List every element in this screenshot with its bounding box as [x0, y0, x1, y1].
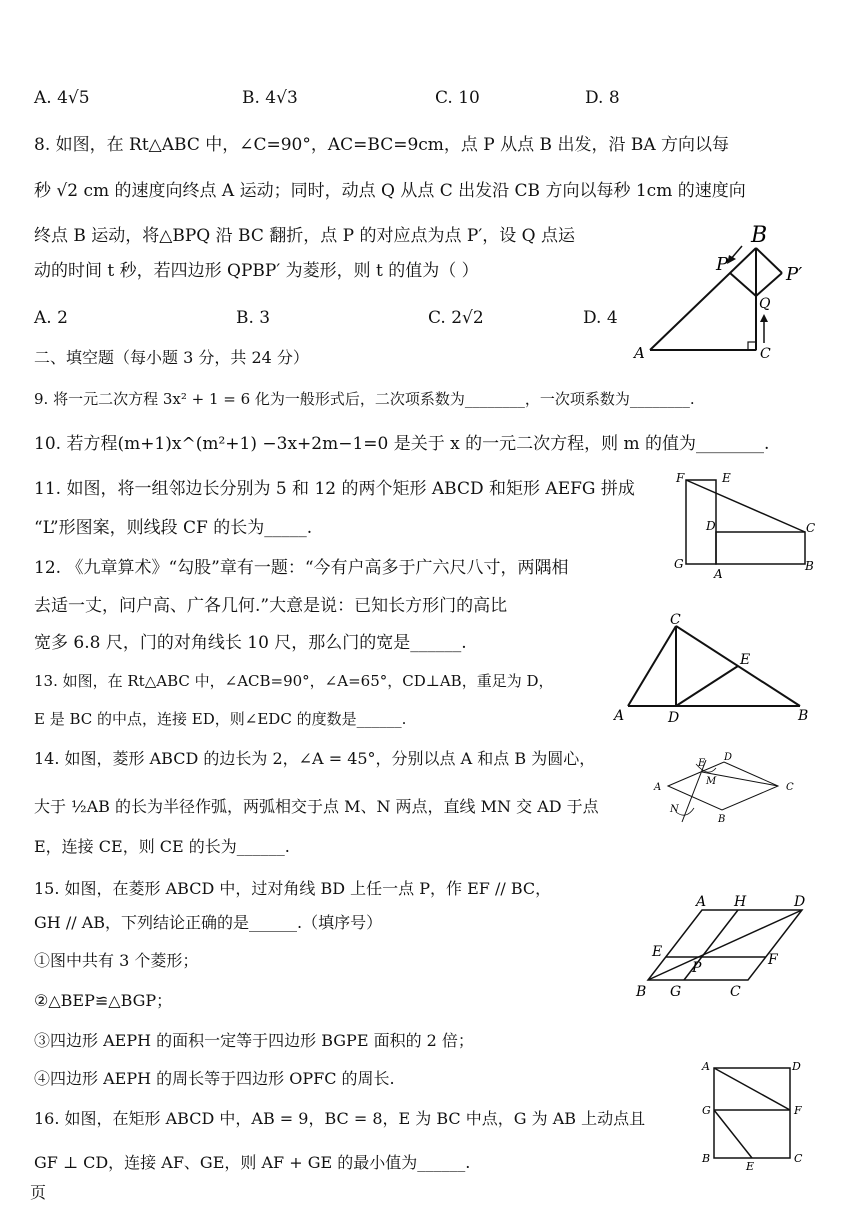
q12-line-3: 宽多 6.8 尺，门的对角线长 10 尺，那么门的宽是______.: [34, 633, 467, 653]
q8-line-1: 8. 如图，在 Rt△ABC 中，∠C=90°，AC=BC=9cm，点 P 从点 B 出发，沿 BA 方向以每: [34, 135, 730, 155]
q16-figure: [696, 1056, 811, 1174]
q8-label-p-prime: P′: [786, 264, 803, 285]
q15-item-1: ①图中共有 3 个菱形；: [34, 951, 199, 970]
q12-line-1: 12. 《九章算术》“勾股”章有一题：“今有户高多于广六尺八寸，两隅相: [34, 558, 569, 578]
q14-label-n: N: [670, 804, 679, 815]
q15-item-4: ④四边形 AEPH 的周长等于四边形 OPFC 的周长.: [34, 1069, 395, 1088]
q13-label-d: D: [668, 710, 680, 726]
q9: 9. 将一元二次方程 3x² + 1 = 6 化为一般形式后，二次项系数为________，一次项系数为________.: [34, 390, 695, 408]
q8-label-a: A: [634, 344, 645, 362]
q15-label-e: E: [652, 944, 663, 960]
q10: 10. 若方程(m+1)x^(m²+1) −3x+2m−1=0 是关于 x 的一元二次方程，则 m 的值为________.: [34, 434, 770, 454]
q15-label-c: C: [730, 984, 741, 1000]
q11-label-f: F: [676, 471, 685, 485]
q8-option-d: D. 4: [583, 308, 618, 328]
q13-label-a: A: [614, 708, 625, 724]
q7-option-c: C. 10: [435, 88, 480, 108]
q15-label-b: B: [636, 984, 647, 1000]
q15-label-d: D: [794, 894, 806, 910]
q16-line-2: GF ⊥ CD，连接 AF、GE，则 AF + GE 的最小值为______.: [34, 1153, 471, 1172]
q7-option-b: B. 4√3: [242, 88, 298, 108]
q8-label-b: B: [751, 223, 768, 248]
q8-option-c: C. 2√2: [428, 308, 484, 328]
q11-label-g: G: [674, 557, 684, 571]
q14-line-2: 大于 ½AB 的长为半径作弧，两弧相交于点 M、N 两点，直线 MN 交 AD 于点: [34, 797, 599, 816]
q15-figure: [630, 890, 815, 1002]
q13-figure: [608, 612, 813, 727]
q15-item-2: ②△BEP≌△BGP；: [34, 991, 173, 1010]
q16-label-g: G: [702, 1104, 711, 1117]
q11-label-a: A: [714, 567, 723, 580]
q15-item-3: ③四边形 AEPH 的面积一定等于四边形 BGPE 面积的 2 倍；: [34, 1031, 474, 1050]
q14-label-e: E: [698, 758, 706, 769]
q12-line-2: 去适一丈，问户高、广各几何.”大意是说：已知长方形门的高比: [34, 596, 508, 616]
q14-label-c: C: [786, 782, 794, 793]
q16-label-a: A: [702, 1060, 710, 1073]
q16-label-d: D: [792, 1060, 801, 1073]
q16-label-f: F: [794, 1104, 802, 1117]
q11-label-e: E: [722, 471, 731, 485]
q15-label-a: A: [696, 894, 707, 910]
q16-label-c: C: [794, 1152, 803, 1165]
q7-option-a: A. 4√5: [34, 88, 90, 108]
q15-label-h: H: [734, 894, 747, 910]
q16-label-e: E: [746, 1160, 755, 1173]
q14-line-1: 14. 如图，菱形 ABCD 的边长为 2，∠A = 45°，分别以点 A 和点 B 为圆心，: [34, 749, 596, 768]
q16-label-b: B: [702, 1152, 711, 1165]
q15-line-1: 15. 如图，在菱形 ABCD 中，过对角线 BD 上任一点 P，作 EF // BC，: [34, 879, 552, 898]
q13-line-2: E 是 BC 的中点，连接 ED，则∠EDC 的度数是______.: [34, 710, 407, 728]
page-footer: 页: [30, 1183, 47, 1202]
section-2-heading: 二、填空题（每小题 3 分，共 24 分）: [34, 348, 309, 367]
q14-label-m: M: [706, 776, 717, 787]
q8-label-c: C: [760, 346, 771, 362]
q8-line-2: 秒 √2 cm 的速度向终点 A 运动；同时，动点 Q 从点 C 出发沿 CB 方向以每秒 1cm 的速度向: [34, 181, 746, 201]
q11-figure: [672, 470, 822, 580]
q8-label-q: Q: [759, 296, 771, 312]
q13-label-e: E: [740, 652, 751, 668]
q11-line-1: 11. 如图，将一组邻边长分别为 5 和 12 的两个矩形 ABCD 和矩形 AEFG 拼成: [34, 479, 635, 499]
q11-line-2: “L”形图案，则线段 CF 的长为_____.: [34, 518, 313, 538]
q8-line-3: 终点 B 运动，将△BPQ 沿 BC 翻折，点 P 的对应点为点 P′，设 Q 点运: [34, 226, 575, 246]
q16-line-1: 16. 如图，在矩形 ABCD 中，AB = 9，BC = 8，E 为 BC 中点，G 为 AB 上动点且: [34, 1109, 646, 1128]
q15-label-f: F: [768, 952, 778, 968]
q14-label-b: B: [718, 814, 726, 825]
q15-label-p: P: [692, 960, 702, 976]
q13-label-b: B: [798, 708, 809, 724]
q11-label-c: C: [806, 521, 816, 535]
q8-figure: [630, 218, 810, 363]
q11-label-b: B: [805, 559, 814, 573]
q8-option-a: A. 2: [34, 308, 68, 328]
q14-label-a: A: [654, 782, 662, 793]
q15-line-2: GH // AB，下列结论正确的是______.（填序号）: [34, 913, 383, 932]
q14-figure: [646, 748, 816, 833]
q7-option-d: D. 8: [585, 88, 620, 108]
q8-line-4: 动的时间 t 秒，若四边形 QPBP′ 为菱形，则 t 的值为（ ）: [34, 261, 479, 281]
q14-label-d: D: [724, 752, 733, 763]
q11-label-d: D: [706, 519, 716, 533]
q8-label-p: P: [716, 254, 729, 275]
q15-label-g: G: [670, 984, 682, 1000]
q8-option-b: B. 3: [236, 308, 271, 328]
q14-line-3: E，连接 CE，则 CE 的长为______.: [34, 837, 290, 856]
q13-label-c: C: [670, 612, 681, 628]
q13-line-1: 13. 如图，在 Rt△ABC 中，∠ACB=90°，∠A=65°，CD⊥AB，重足为 D，: [34, 672, 554, 690]
